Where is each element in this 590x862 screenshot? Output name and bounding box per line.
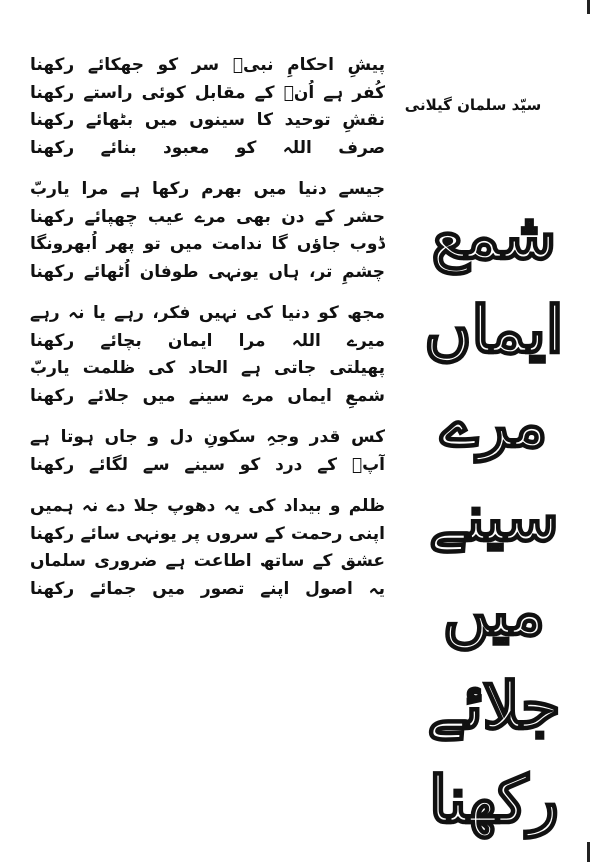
poem-line: مجھ کو دنیا کی نہیں فکر، رہے یا نہ رہے (30, 303, 385, 323)
title-word: جلائے (427, 669, 561, 744)
poem-line: عشق کے ساتھ اطاعت ہے ضروری سلماں (30, 551, 385, 571)
poem-line: کُفر ہے اُنؐ کے مقابل کوئی راستے رکھنا (30, 82, 385, 103)
poem-line: کس قدر وجہِ سکونِ دل و جاں ہوتا ہے (30, 427, 385, 447)
title-word: سینے (429, 481, 559, 556)
poem-line: پیشِ احکامِ نبیؐ سر کو جھکائے رکھنا (30, 55, 385, 75)
poem-line: نقشِ توحید کا سینوں میں بٹھائے رکھنا (30, 110, 385, 130)
stanza (30, 176, 385, 286)
stanza (30, 424, 385, 479)
poem-body (30, 52, 385, 617)
title-word: شمع (431, 199, 557, 274)
author-name: سیّد سلمان گیلانی (404, 96, 542, 114)
stanza (30, 52, 385, 162)
poem-line: صرف اللہ کو معبود بنائے رکھنا (30, 137, 385, 158)
poem-line: ڈوب جاؤں گا ندامت میں تو پھر اُبھرونگا (30, 234, 385, 254)
title-word: مرے (440, 387, 548, 462)
poem-line: شمعِ ایماں مرے سینے میں جلائے رکھنا (30, 385, 385, 406)
poem-line: حشر کے دن بھی مرے عیب چھپائے رکھنا (30, 206, 385, 227)
poem-line: پھیلتی جاتی ہے الحاد کی ظلمت یاربّ (30, 358, 385, 378)
poem-line: چشمِ تر، ہاں یونہی طوفان اُٹھائے رکھنا (30, 261, 385, 282)
poem-line: ظلم و بیداد کی یہ دھوپ جلا دے نہ ہمیں (30, 496, 385, 516)
stanza (30, 493, 385, 603)
poem-title (398, 190, 590, 850)
stanza (30, 300, 385, 410)
title-word: رکھنا (429, 763, 559, 838)
poem-line: اپنی رحمت کے سروں پر یونہی سائے رکھنا (30, 523, 385, 544)
title-word: ایماں (424, 293, 564, 368)
poem-line: یہ اصول اپنے تصور میں جمائے رکھنا (30, 578, 385, 599)
poem-line: میرے اللہ مرا ایمان بچائے رکھنا (30, 330, 385, 351)
poem-line: جیسے دنیا میں بھرم رکھا ہے مرا یاربّ (30, 179, 385, 199)
poem-line: آپؐ کے درد کو سینے سے لگائے رکھنا (30, 454, 385, 475)
title-word: میں (442, 575, 546, 650)
